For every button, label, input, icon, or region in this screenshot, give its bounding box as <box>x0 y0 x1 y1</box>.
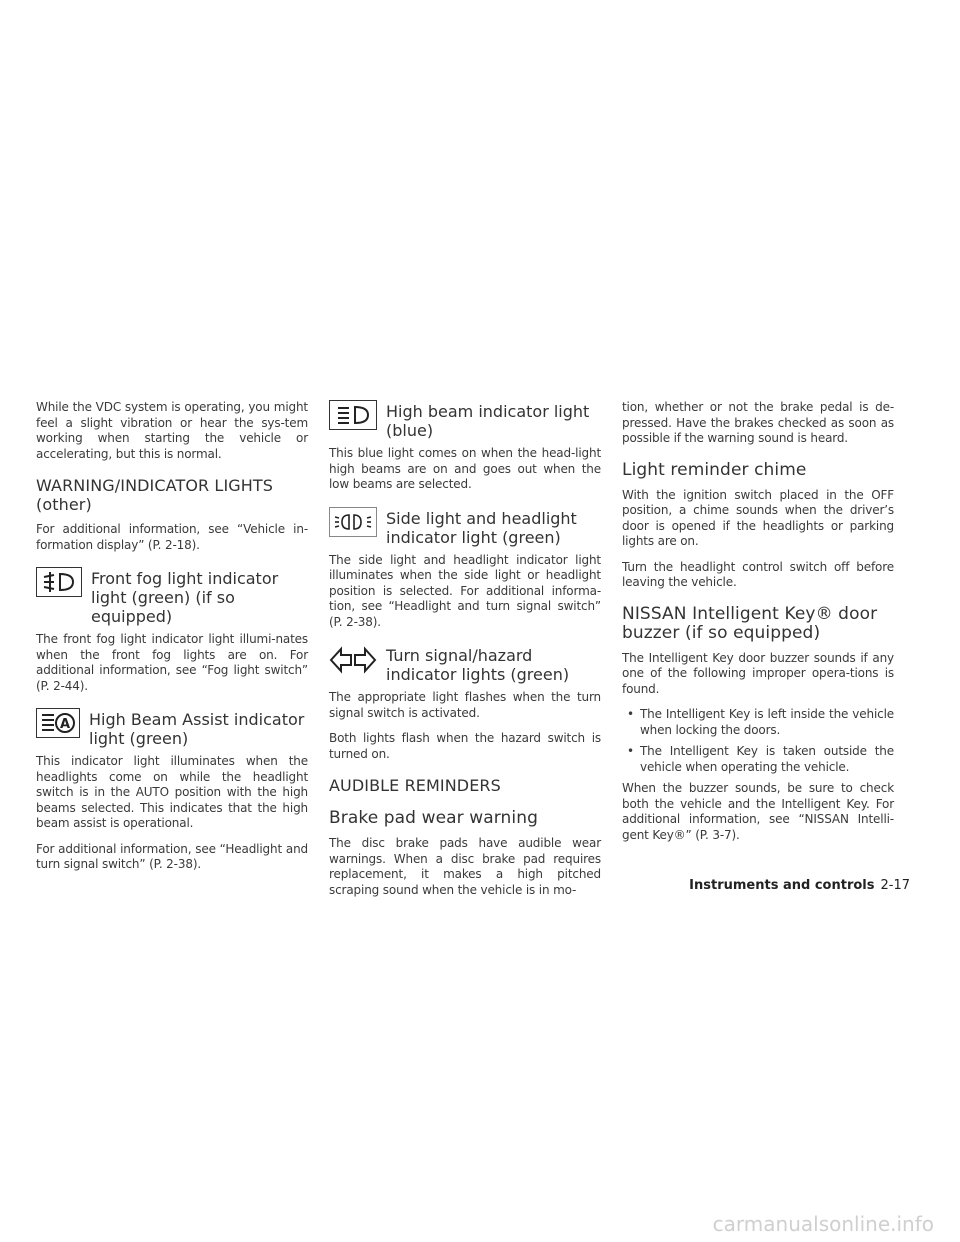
turn-signal-text-1: The appropriate light flashes when the turn signal switch is activated. <box>329 690 601 720</box>
hba-text-2: For additional information, see “Headlight and turn signal switch” (P. 2-38). <box>36 841 308 871</box>
intelligent-key-heading: NISSAN Intelligent Key® door buzzer (if so equipped) <box>622 603 878 643</box>
side-light-section-header <box>329 507 601 547</box>
high-beam-title: High beam indicator light (blue) <box>386 402 590 440</box>
turn-signal-title: Turn signal/hazard indicator lights (green) <box>386 646 570 684</box>
fog-light-section-header <box>36 567 308 626</box>
turn-signal-text-2: Both lights flash when the hazard switch is turned on. <box>329 731 601 761</box>
light-reminder-heading: Light reminder chime <box>622 459 807 480</box>
warning-lights-heading: WARNING/INDICATOR LIGHTS (other) <box>36 476 274 514</box>
turn-signal-icon <box>329 644 377 676</box>
side-light-title: Side light and headlight indicator light (green) <box>386 508 577 547</box>
light-reminder-text-1: With the ignition switch placed in the OFF position, a chime sounds when the driver’s door is opened if the headlights or parking lights are on. <box>622 487 894 548</box>
page-number: 2-17 <box>880 878 910 893</box>
audible-reminders-heading: AUDIBLE REMINDERS <box>329 776 501 795</box>
intelligent-key-text: The Intelligent Key door buzzer sounds if any one of the following improper opera-tions is found. <box>622 650 894 696</box>
warning-lights-text: For additional information, see “Vehicle in-formation display” (P. 2-18). <box>36 522 308 552</box>
svg-text:A: A <box>59 717 71 732</box>
column-2 <box>329 400 601 908</box>
side-light-icon <box>329 507 377 537</box>
high-beam-icon <box>329 400 377 430</box>
brake-pad-text: The disc brake pads have audible wear warnings. When a disc brake pad requires replacement, it makes a high pitched scraping sound when the vehicle is in mo- <box>329 836 601 897</box>
brake-pad-heading: Brake pad wear warning <box>329 808 539 828</box>
brake-pad-text-continued: tion, whether or not the brake pedal is de-pressed. Have the brakes checked as soon as possible if the warning sound is heard. <box>622 400 894 445</box>
fog-light-title: Front fog light indicator light (green) (if so equipped) <box>91 569 279 626</box>
intro-paragraph: While the VDC system is operating, you might feel a slight vibration or hear the sys-tem working when starting the vehicle or accelerating, but this is normal. <box>36 400 308 461</box>
hba-title: High Beam Assist indicator light (green) <box>89 710 305 748</box>
intelligent-key-list <box>622 707 894 775</box>
high-beam-text: This blue light comes on when the head-light high beams are on and goes out when the low beams are selected. <box>329 446 601 491</box>
column-3 <box>622 400 894 853</box>
footer-section-title: Instruments and controls <box>689 878 875 893</box>
column-1 <box>36 400 308 883</box>
high-beam-assist-icon <box>36 708 80 738</box>
page-footer <box>689 878 910 893</box>
intelligent-key-text-2: When the buzzer sounds, be sure to check both the vehicle and the Intelligent Key. For additional information, see “NISSAN Intelli-gent Key®” (P. 3-7). <box>622 781 894 842</box>
list-item: • The Intelligent Key is taken outside the vehicle when operating the vehicle. <box>622 744 894 775</box>
side-light-text: The side light and headlight indicator light illuminates when the side light or headlight position is selected. For additional informa-tion, see “Headlight and turn signal switch” (P. 2-38). <box>329 552 601 629</box>
list-item: • The Intelligent Key is left inside the vehicle when locking the doors. <box>622 707 894 738</box>
hba-section-header <box>36 708 308 748</box>
hba-text-1: This indicator light illuminates when the headlights come on while the headlight switch is in the AUTO position with the high beams selected. This indicates that the high beam assist is operational. <box>36 754 308 830</box>
high-beam-section-header <box>329 400 601 440</box>
fog-light-icon <box>36 567 82 597</box>
fog-light-text: The front fog light indicator light illumi-nates when the front fog lights are on. For additional information, see “Fog light switch” (P. 2-44). <box>36 632 308 693</box>
watermark: carmanualsonline.info <box>712 1212 934 1236</box>
turn-signal-section-header <box>329 644 601 684</box>
light-reminder-text-2: Turn the headlight control switch off before leaving the vehicle. <box>622 559 894 589</box>
